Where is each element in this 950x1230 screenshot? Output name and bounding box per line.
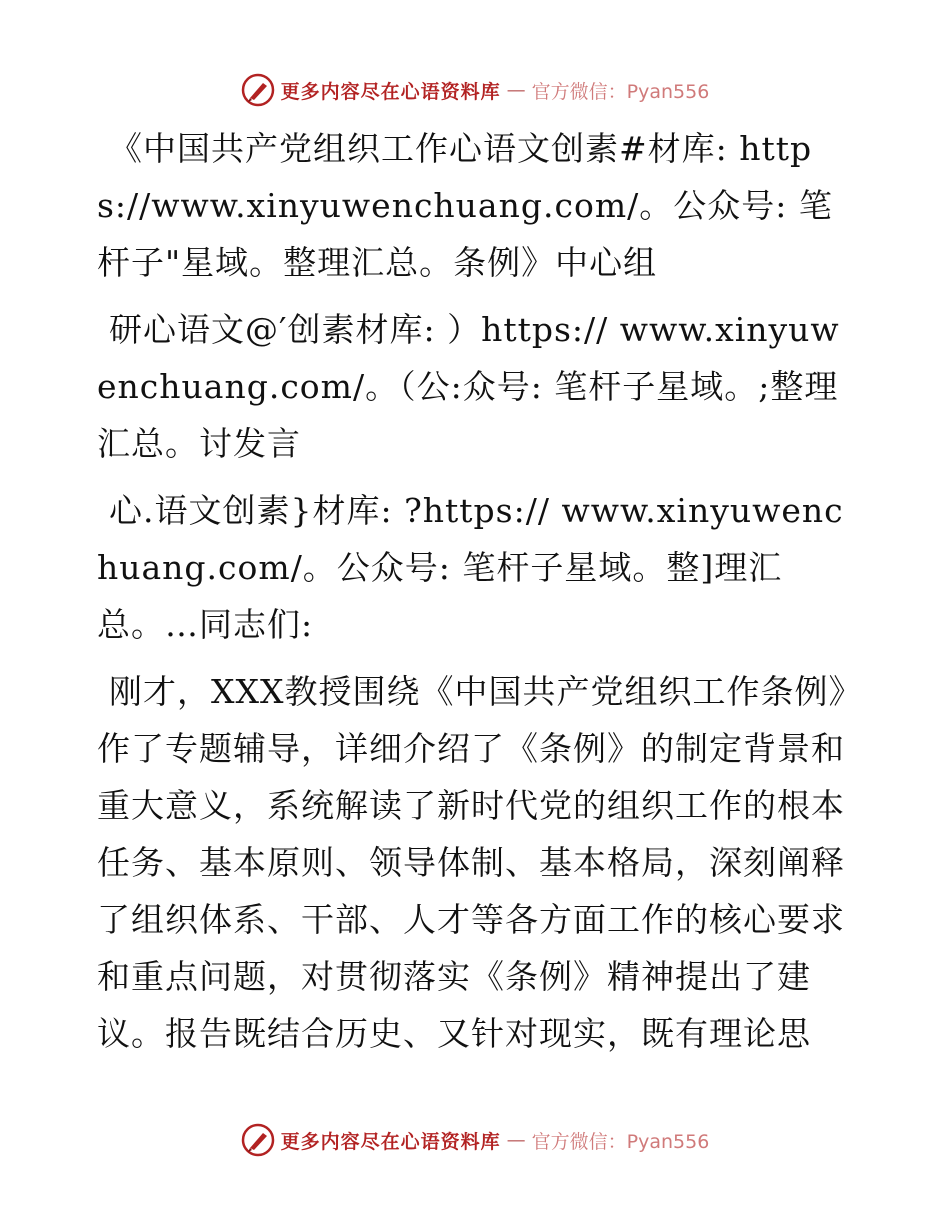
footer-banner bbox=[0, 1120, 950, 1160]
footer-banner-content bbox=[241, 1123, 710, 1157]
pen-logo-icon bbox=[241, 73, 275, 107]
header-banner bbox=[0, 70, 950, 110]
paragraph-subtitle: 研心语文@′创素材库: ）https:// www.xinyuwenchuang.com/。（公:众号: 笔杆子星域。;整理汇总。讨发言 bbox=[97, 310, 840, 463]
footer-separator: — bbox=[506, 1129, 526, 1151]
footer-brand-text: 更多内容尽在心语资料库 bbox=[280, 1130, 501, 1153]
footer-account-text: 官方微信：Pyan556 bbox=[531, 1130, 710, 1153]
document-body bbox=[97, 120, 857, 1062]
header-account-text: 官方微信：Pyan556 bbox=[531, 80, 710, 103]
header-banner-content bbox=[241, 73, 710, 107]
paragraph-greeting: 心.语文创素}材库: ?https:// www.xinyuwenchuang.com/。公众号: 笔杆子星域。整]理汇总。…同志们: bbox=[97, 491, 844, 644]
header-brand-text: 更多内容尽在心语资料库 bbox=[280, 80, 501, 103]
header-separator: — bbox=[506, 79, 526, 101]
paragraph-title: 《中国共产党组织工作心语文创素#材库: https://www.xinyuwenchuang.com/。公众号: 笔杆子"星域。整理汇总。条例》中心组 bbox=[97, 129, 833, 282]
paragraph-body: 刚才，XXX教授围绕《中国共产党组织工作条例》作了专题辅导，详细介绍了《条例》的制定背景和重大意义，系统解读了新时代党的组织工作的根本任务、基本原则、领导体制、基本格局，深刻阐释了组织体系、干部、人才等各方面工作的核心要求和重点问题，对贯彻落实《条例》精神提出了建议。报告既结合历史、又针对现实，既有理论思 bbox=[97, 672, 846, 1053]
pen-logo-icon bbox=[241, 1123, 275, 1157]
